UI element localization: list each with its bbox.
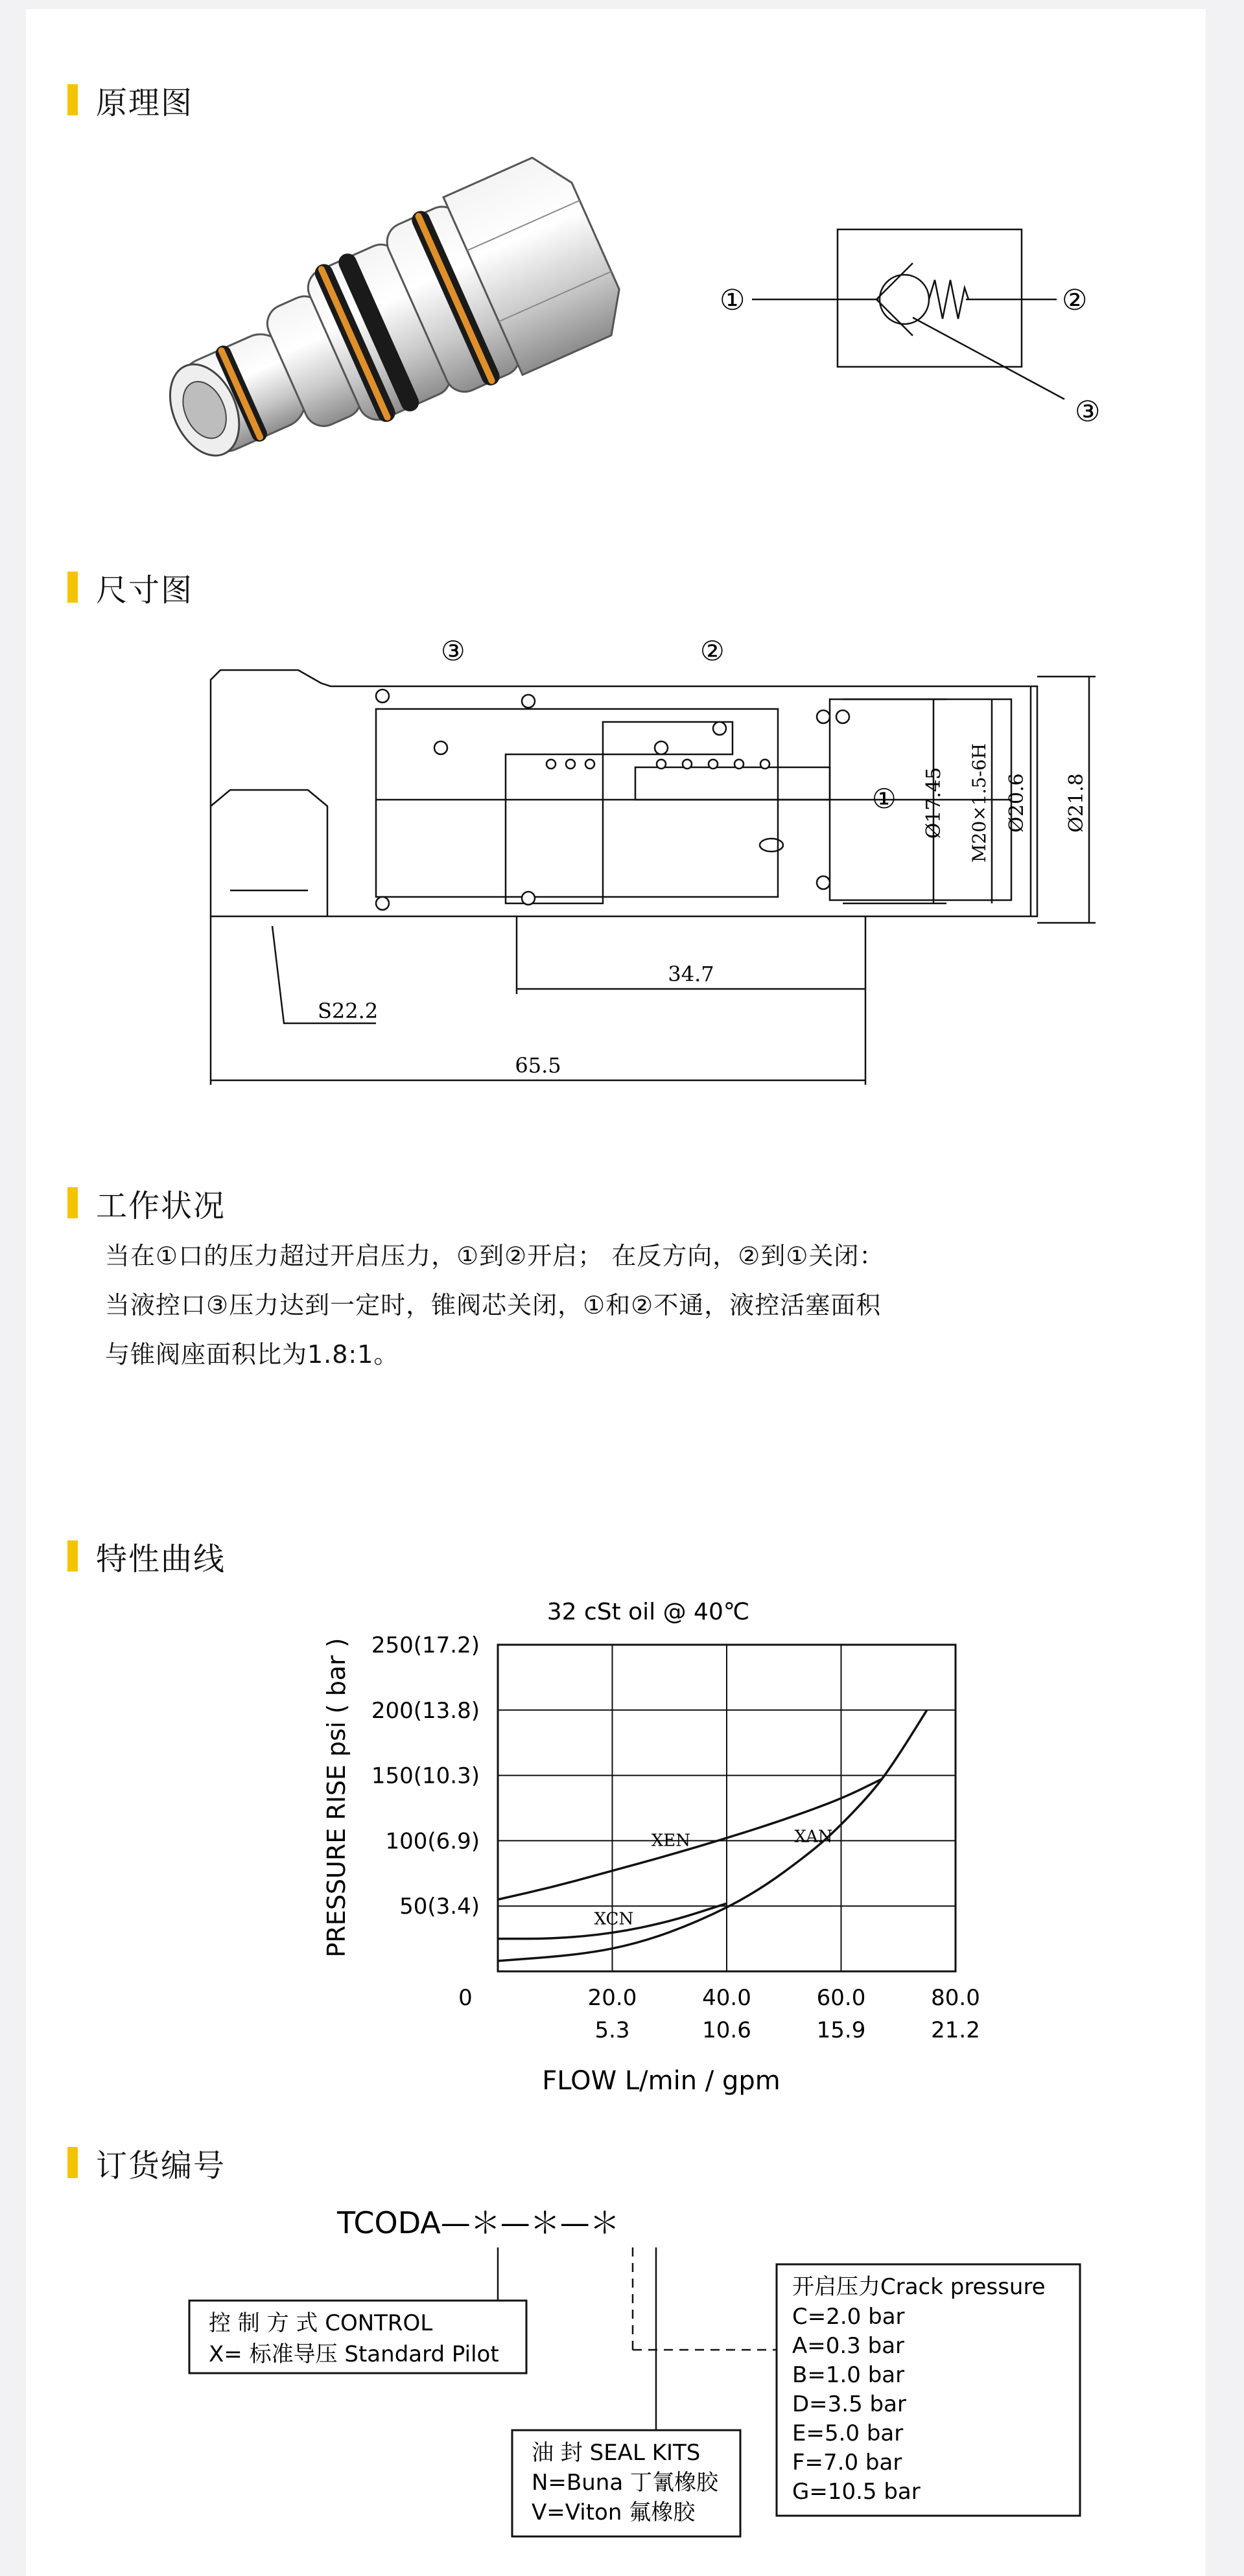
section-marker [67, 1540, 78, 1572]
port-2-label: ② [1062, 284, 1088, 317]
section-marker [67, 1187, 78, 1218]
chart-ylabel: PRESSURE RISE psi ( bar ) [322, 1638, 351, 1958]
dim-port-1-label: ① [872, 783, 897, 815]
section-title-working: 工作状况 [96, 1187, 226, 1224]
chart-series-xan-line [498, 1710, 927, 1961]
dim-port-3-label: ③ [441, 635, 465, 667]
dim-dia-21-8: Ø21.8 [1065, 773, 1088, 833]
chart-y-tick-label: 250(17.2) [371, 1632, 480, 1658]
dim-thread: M20×1.5-6H [968, 743, 990, 863]
section-marker [67, 572, 78, 603]
valve-seat [876, 263, 913, 336]
seal-option-n: N=Buna 丁氰橡胶 [532, 2470, 718, 2496]
chart-title: 32 cSt oil @ 40℃ [546, 1599, 750, 1625]
section-header-dimension [67, 566, 193, 608]
dim-hex-size: S22.2 [318, 999, 379, 1023]
chart-x-tick-label: 0 [458, 1985, 473, 2011]
check-ball [880, 275, 929, 324]
pressure-flow-chart [298, 1590, 1011, 2109]
chart-x-tick-label: 60.0 [816, 1985, 866, 2011]
chart-x-tick-sublabel: 10.6 [702, 2017, 751, 2043]
seal-kits-box [512, 2430, 740, 2536]
spring-icon [929, 280, 968, 319]
working-line-2: 当液控口③压力达到一定时，锥阀芯关闭，①和②不通，液控活塞面积 [105, 1291, 882, 1319]
valve-3d-render [149, 157, 642, 500]
dim-dia-17-45: Ø17.45 [922, 767, 945, 839]
section-title-ordering: 订货编号 [96, 2147, 226, 2184]
chart-y-tick-label: 100(6.9) [385, 1828, 480, 1855]
chart-x-tick-label: 80.0 [931, 1985, 980, 2011]
crack-pressure-box [777, 2264, 1080, 2516]
dim-dia-20-6: Ø20.6 [1005, 773, 1028, 833]
crack-item: C=2.0 bar [792, 2304, 905, 2330]
section-header-curve [67, 1535, 226, 1577]
seal-option-v: V=Viton 氟橡胶 [532, 2500, 696, 2525]
section-header-principle [67, 79, 193, 121]
section-marker [67, 84, 78, 115]
chart-x-tick-label: 40.0 [702, 1985, 751, 2011]
ordering-code-diagram [156, 2199, 1154, 2549]
chart-series-label: XAN [794, 1827, 833, 1847]
hydraulic-symbol [707, 203, 1121, 450]
crack-item: F=7.0 bar [792, 2450, 902, 2476]
crack-item: E=5.0 bar [792, 2420, 904, 2446]
product-page [26, 9, 1206, 2576]
working-description [105, 1231, 884, 1379]
chart-x-tick-sublabel: 15.9 [816, 2017, 866, 2043]
chart-y-tick-label: 50(3.4) [399, 1894, 480, 1920]
crack-title: 开启压力Crack pressure [792, 2274, 1046, 2300]
section-header-working [67, 1182, 226, 1224]
crack-item: B=1.0 bar [792, 2362, 905, 2388]
section-title-curve: 特性曲线 [96, 1540, 226, 1577]
working-line-1: 当在①口的压力超过开启压力，①到②开启； 在反方向，②到①关闭： [105, 1242, 885, 1270]
chart-y-tick-label: 150(10.3) [371, 1763, 480, 1789]
seal-title: 油 封 SEAL KITS [532, 2440, 701, 2466]
dim-port-2-label: ② [700, 635, 725, 667]
port-3-label: ③ [1075, 395, 1101, 428]
dimension-drawing [169, 631, 1154, 1098]
section-title-principle: 原理图 [96, 84, 194, 121]
model-code: TCODA—＊—＊—＊ [337, 2205, 620, 2240]
chart-series-label: XCN [594, 1909, 634, 1929]
dim-length-65-5: 65.5 [515, 1053, 561, 1078]
crack-item: D=3.5 bar [792, 2391, 906, 2417]
crack-item: G=10.5 bar [792, 2479, 921, 2505]
section-marker [67, 2147, 78, 2178]
port-1-label: ① [720, 284, 745, 317]
control-title: 控 制 方 式 CONTROL [209, 2310, 433, 2336]
control-box [189, 2301, 526, 2373]
control-option-x: X= 标准导压 Standard Pilot [209, 2341, 499, 2367]
chart-series-label: XEN [651, 1831, 690, 1851]
working-line-3: 与锥阀座面积比为1.8:1。 [105, 1340, 399, 1369]
chart-y-tick-label: 200(13.8) [371, 1697, 480, 1724]
chart-x-tick-sublabel: 5.3 [594, 2017, 630, 2043]
chart-x-tick-sublabel: 21.2 [931, 2017, 980, 2043]
section-header-ordering [67, 2142, 226, 2183]
chart-x-tick-label: 20.0 [587, 1985, 637, 2011]
section-title-dimension: 尺寸图 [96, 572, 194, 609]
dim-length-34-7: 34.7 [668, 962, 714, 986]
crack-item: A=0.3 bar [792, 2333, 905, 2359]
chart-xlabel: FLOW L/min / gpm [542, 2066, 780, 2096]
